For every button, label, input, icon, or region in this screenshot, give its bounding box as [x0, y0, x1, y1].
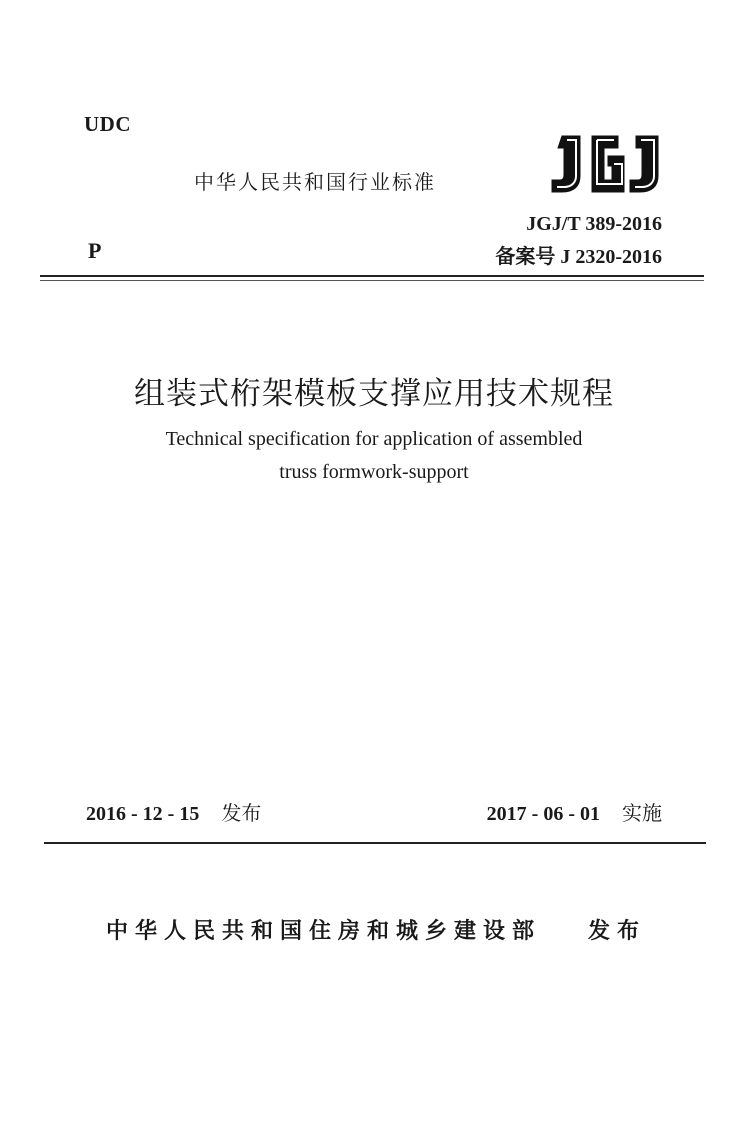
document-title-english-line2: truss formwork-support: [279, 461, 469, 483]
publisher-action: 发布: [588, 919, 647, 944]
implementation-date-block: [487, 797, 662, 826]
top-divider-thick: [40, 275, 704, 277]
jgj-logo-icon: [540, 128, 670, 198]
classification-letter: P: [88, 238, 102, 263]
publisher-name: 中华人民共和国住房和城乡建设部: [106, 919, 542, 944]
issue-date-block: [86, 797, 261, 826]
issue-label: 发布: [221, 801, 262, 825]
industry-standard-heading: 中华人民共和国行业标准: [194, 170, 436, 194]
jgj-logo: [540, 128, 670, 198]
implementation-label: 实施: [622, 801, 662, 825]
udc-label: UDC: [84, 112, 131, 136]
document-title-chinese: 组装式桁架模板支撑应用技术规程: [134, 376, 614, 412]
top-divider-thin: [40, 280, 704, 281]
record-number: 备案号 J 2320-2016: [495, 246, 662, 268]
document-title-english-line1: Technical specification for application of assembled: [165, 428, 583, 450]
issue-date: 2016 - 12 - 15: [86, 803, 200, 825]
standard-number: JGJ/T 389-2016: [526, 213, 662, 235]
implementation-date: 2017 - 06 - 01: [486, 803, 600, 825]
bottom-divider: [44, 842, 706, 844]
